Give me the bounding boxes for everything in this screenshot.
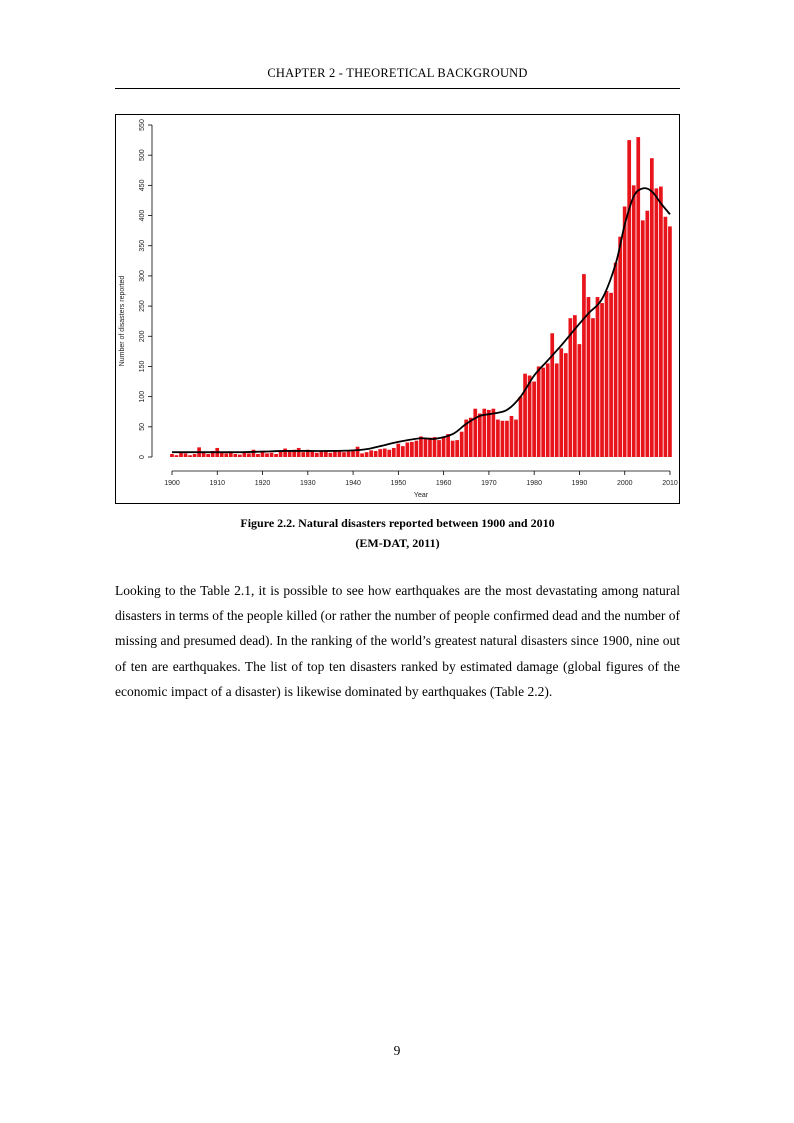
bar-1958 xyxy=(433,437,437,457)
bar-1986 xyxy=(559,348,563,457)
x-tick-label-1990: 1990 xyxy=(571,480,588,487)
bar-1919 xyxy=(256,454,260,457)
y-tick-label-500: 500 xyxy=(139,149,146,162)
bar-1963 xyxy=(455,440,459,457)
y-tick-label-100: 100 xyxy=(139,390,146,403)
bar-1902 xyxy=(179,453,183,457)
x-tick-label-2010: 2010 xyxy=(662,480,678,487)
bar-1945 xyxy=(374,451,378,457)
bar-1924 xyxy=(279,452,283,457)
bar-1974 xyxy=(505,421,509,457)
y-tick-label-200: 200 xyxy=(139,330,146,343)
x-tick-label-2000: 2000 xyxy=(616,480,633,487)
y-tick-label-0: 0 xyxy=(139,455,146,459)
page-number: 9 xyxy=(393,1043,401,1058)
bar-1942 xyxy=(360,453,364,457)
bar-1980 xyxy=(532,382,536,457)
bar-2010 xyxy=(668,226,672,457)
bar-1949 xyxy=(392,448,396,457)
bar-1961 xyxy=(446,434,450,457)
bar-1926 xyxy=(288,452,292,457)
x-tick-label-1940: 1940 xyxy=(345,480,361,487)
bar-1977 xyxy=(519,397,523,457)
bar-1917 xyxy=(247,453,251,457)
bar-1972 xyxy=(496,420,500,457)
figure-source: (EM-DAT, 2011) xyxy=(355,536,440,550)
figure-natural-disasters-chart xyxy=(115,114,680,504)
bar-1955 xyxy=(419,436,423,457)
y-tick-label-150: 150 xyxy=(139,360,146,373)
y-tick-label-50: 50 xyxy=(139,422,146,431)
x-tick-label-1950: 1950 xyxy=(390,480,407,487)
bar-1962 xyxy=(451,441,455,457)
bar-1981 xyxy=(537,366,541,457)
y-tick-label-350: 350 xyxy=(139,239,146,252)
bar-chart xyxy=(115,114,680,504)
bar-1941 xyxy=(356,447,360,457)
x-tick-label-1960: 1960 xyxy=(435,480,452,487)
bar-1931 xyxy=(310,452,314,457)
bar-1925 xyxy=(283,449,287,457)
x-tick-label-1980: 1980 xyxy=(526,480,542,487)
bar-2007 xyxy=(655,188,659,457)
bar-1989 xyxy=(573,315,577,457)
bar-1998 xyxy=(614,263,618,457)
bar-2006 xyxy=(650,158,654,457)
bar-2004 xyxy=(641,220,645,457)
bar-1939 xyxy=(347,452,351,457)
bar-1929 xyxy=(301,452,305,457)
bar-2000 xyxy=(623,206,627,457)
y-tick-label-400: 400 xyxy=(139,209,146,222)
bar-2003 xyxy=(636,137,640,457)
y-tick-label-450: 450 xyxy=(139,179,146,192)
bar-1953 xyxy=(410,442,414,457)
bar-1951 xyxy=(401,446,405,457)
bar-1907 xyxy=(202,453,206,457)
bar-2008 xyxy=(659,187,663,457)
bar-1990 xyxy=(578,344,582,457)
bar-1960 xyxy=(442,436,446,457)
y-tick-label-550: 550 xyxy=(139,119,146,131)
bar-1964 xyxy=(460,432,464,457)
bar-1948 xyxy=(387,450,391,457)
bar-1996 xyxy=(605,291,609,457)
bar-1991 xyxy=(582,274,586,457)
bar-1984 xyxy=(550,333,554,457)
bar-1992 xyxy=(587,297,591,457)
bar-1918 xyxy=(252,450,256,457)
body-paragraph: Looking to the Table 2.1, it is possible to see how earthquakes are the most devastating among natural disasters in terms of the people killed (or rather the number of people confirmed dead and the number of missing and presumed dead). In the ranking of the world’s greatest natural disasters since 1900, nine out of ten are earthquakes. The list of top ten disasters ranked by estimated damage (global figures of the economic impact of a disaster) is likewise dominated by earthquakes (Table 2.2). xyxy=(115,583,680,699)
bar-1920 xyxy=(261,452,265,457)
bar-1915 xyxy=(238,455,242,457)
x-tick-label-1900: 1900 xyxy=(164,480,180,487)
bar-1997 xyxy=(609,293,613,457)
bar-1936 xyxy=(333,451,337,457)
x-tick-label-1970: 1970 xyxy=(481,480,497,487)
bar-1908 xyxy=(206,454,210,457)
bar-1973 xyxy=(501,421,505,457)
x-axis-label: Year xyxy=(413,492,429,499)
y-axis-label: Number of disasters reported xyxy=(119,275,126,367)
bar-1913 xyxy=(229,453,233,457)
bar-1946 xyxy=(378,449,382,457)
bar-1993 xyxy=(591,318,595,457)
bar-1975 xyxy=(510,416,514,457)
x-tick-label-1920: 1920 xyxy=(254,480,271,487)
bar-1921 xyxy=(265,453,269,457)
bar-1947 xyxy=(383,449,387,457)
bar-1957 xyxy=(428,438,432,457)
bar-1970 xyxy=(487,410,491,457)
bar-1950 xyxy=(396,444,400,457)
x-tick-label-1910: 1910 xyxy=(209,480,226,487)
bar-1988 xyxy=(568,318,572,457)
bar-1922 xyxy=(270,453,274,457)
bar-1968 xyxy=(478,414,482,457)
bar-1979 xyxy=(528,376,532,457)
bar-1914 xyxy=(233,454,237,457)
running-header: CHAPTER 2 - THEORETICAL BACKGROUND xyxy=(267,66,528,80)
bar-1994 xyxy=(596,297,600,457)
bar-1995 xyxy=(600,303,604,457)
bar-1905 xyxy=(193,454,197,457)
bar-1952 xyxy=(406,443,410,457)
bar-1935 xyxy=(329,453,333,457)
y-tick-label-300: 300 xyxy=(139,270,146,282)
bar-1901 xyxy=(175,455,179,457)
x-tick-label-1930: 1930 xyxy=(300,480,316,487)
bar-2002 xyxy=(632,185,636,457)
bar-1932 xyxy=(315,453,319,457)
bar-1903 xyxy=(184,453,188,457)
bar-1904 xyxy=(188,455,192,457)
bar-1976 xyxy=(514,420,518,457)
header-rule xyxy=(115,88,680,89)
bar-1959 xyxy=(437,440,441,457)
bar-1985 xyxy=(555,363,559,457)
bar-1983 xyxy=(546,363,550,457)
bar-1971 xyxy=(492,409,496,457)
bar-1943 xyxy=(365,452,369,457)
bar-1987 xyxy=(564,353,568,457)
bar-1934 xyxy=(324,452,328,457)
bar-1954 xyxy=(415,441,419,457)
bar-1900 xyxy=(170,454,174,457)
bar-1967 xyxy=(473,409,477,457)
bar-1956 xyxy=(424,438,428,457)
bar-2005 xyxy=(645,211,649,457)
bar-2009 xyxy=(664,217,668,457)
bar-1966 xyxy=(469,418,473,457)
bar-1912 xyxy=(224,453,228,457)
bar-1982 xyxy=(541,368,545,457)
bar-1938 xyxy=(342,452,346,457)
bar-1923 xyxy=(274,454,278,457)
bar-1928 xyxy=(297,448,301,457)
bar-2001 xyxy=(627,140,631,457)
bar-1944 xyxy=(369,450,373,457)
bar-1999 xyxy=(618,237,622,457)
figure-caption: Figure 2.2. Natural disasters reported between 1900 and 2010 xyxy=(240,516,555,530)
y-tick-label-250: 250 xyxy=(139,300,146,312)
